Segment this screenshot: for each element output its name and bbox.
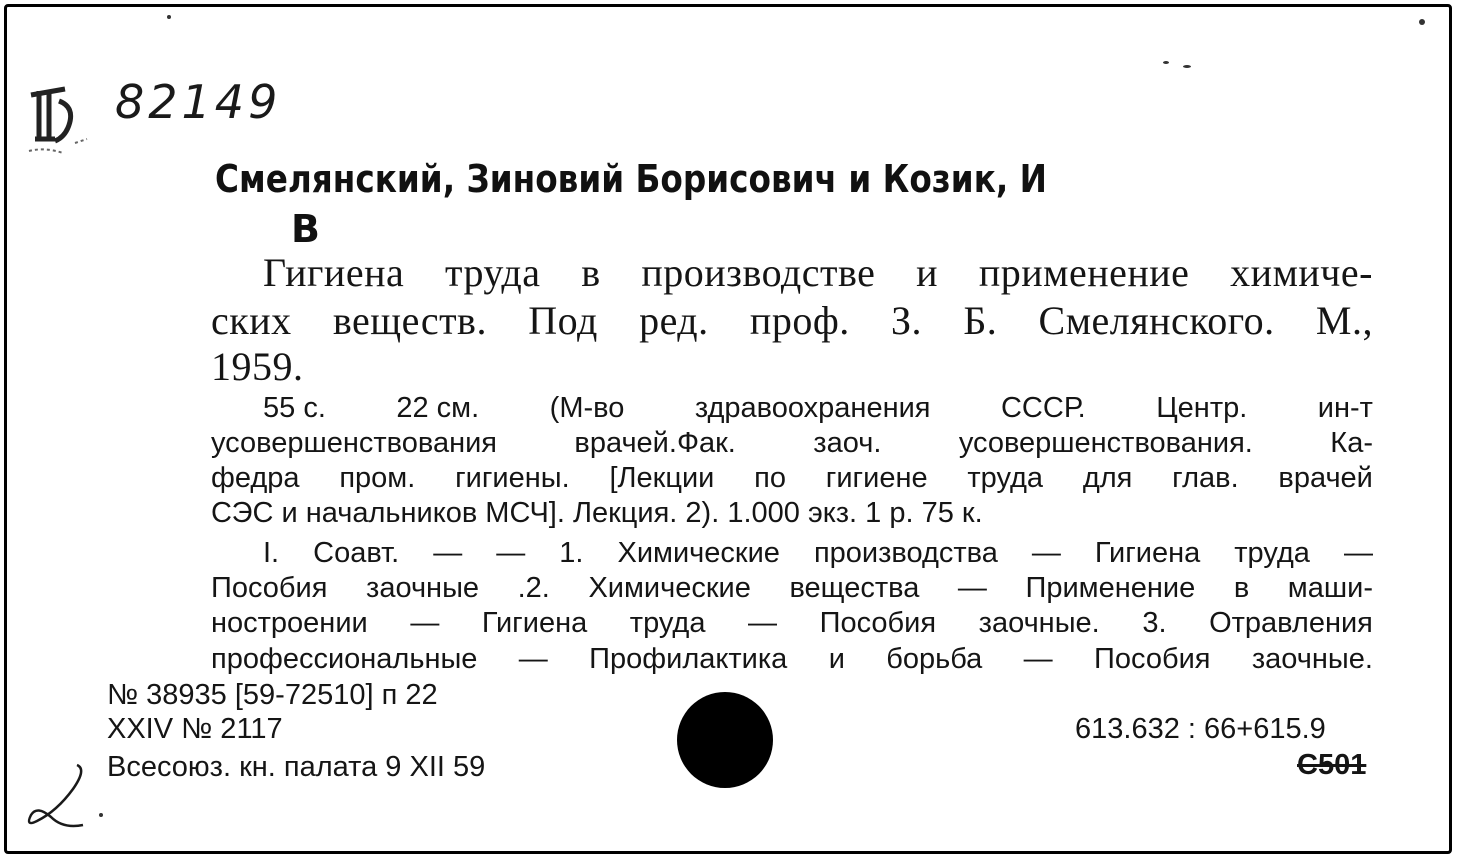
word: 55 с. <box>263 392 326 424</box>
word: — <box>518 643 548 675</box>
subject-line-3 <box>211 607 1373 640</box>
word: М., <box>1315 298 1373 343</box>
shelf-code: С501 <box>1297 749 1367 781</box>
word: производстве <box>641 250 876 295</box>
word: — <box>748 607 778 639</box>
word: Соавт. <box>313 537 400 569</box>
word: Пособия <box>819 607 937 639</box>
word: 1. <box>559 537 584 569</box>
card-number: № 38935 [59-72510] п 22 <box>107 679 438 711</box>
library-stamp-icon <box>25 81 97 161</box>
word: СССР. <box>1000 392 1086 424</box>
author-heading-continuation: В <box>291 207 320 251</box>
book-chamber-imprint: Всесоюз. кн. палата 9 XII 59 <box>107 751 486 783</box>
word: веществ. <box>332 298 487 343</box>
word: борьба <box>886 643 983 675</box>
handwritten-mark-icon <box>17 759 107 839</box>
word: Гигиена <box>481 607 588 639</box>
word: [Лекции <box>609 462 715 494</box>
word: — <box>1343 537 1373 569</box>
word: ностроении <box>211 607 368 639</box>
word: применение <box>978 250 1190 295</box>
word: труда <box>629 607 706 639</box>
word: химиче- <box>1230 250 1373 295</box>
registration-number: XXIV № 2117 <box>107 713 283 745</box>
word: ред. <box>639 298 709 343</box>
collation-line-2 <box>211 427 1373 460</box>
word: — <box>410 607 440 639</box>
word: профессиональные <box>211 643 478 675</box>
word: СЭС и начальников МСЧ]. Лекция. 2). 1.000 экз. 1 р. 75 к. <box>211 497 983 529</box>
word: по <box>754 462 786 494</box>
word: ских <box>211 298 292 343</box>
word: Центр. <box>1156 392 1248 424</box>
catalog-card <box>4 4 1452 854</box>
title-line-3 <box>211 343 1373 390</box>
subject-line-2 <box>211 572 1373 605</box>
word: 1959. <box>211 344 304 389</box>
subject-line-1 <box>263 537 1373 570</box>
word: Смелянского. <box>1038 298 1275 343</box>
word: маши- <box>1287 572 1373 604</box>
word: Химические <box>588 572 751 604</box>
word: Пособия <box>1094 643 1211 675</box>
word: Отравления <box>1209 607 1373 639</box>
word: заочные. <box>978 607 1100 639</box>
word: ин-т <box>1317 392 1373 424</box>
word: — <box>957 572 987 604</box>
title-line-1 <box>263 249 1373 296</box>
call-number: 82149 <box>115 75 282 129</box>
word: для <box>1082 462 1133 494</box>
word: врачей.Фак. <box>574 427 736 459</box>
udc-classification: 613.632 : 66+615.9 <box>1075 713 1326 745</box>
word: Пособия <box>211 572 328 604</box>
word: Гигиена <box>1094 537 1201 569</box>
word: усовершенствования <box>211 427 497 459</box>
word: З. <box>891 298 923 343</box>
word: труда <box>444 250 541 295</box>
word: 22 см. <box>396 392 480 424</box>
word: и <box>916 250 939 295</box>
word: Профилактика <box>589 643 788 675</box>
word: заочные <box>366 572 480 604</box>
speck <box>167 15 171 19</box>
word: заоч. <box>813 427 882 459</box>
word: в <box>581 250 601 295</box>
word: гигиене <box>825 462 928 494</box>
word: производства <box>813 537 998 569</box>
word: проф. <box>749 298 850 343</box>
title-line-2 <box>211 297 1373 344</box>
word: — <box>433 537 463 569</box>
word: .2. <box>517 572 550 604</box>
word: глав. <box>1172 462 1239 494</box>
word: Б. <box>963 298 998 343</box>
speck <box>1183 65 1191 68</box>
collation-line-1 <box>263 392 1373 425</box>
word: вещества <box>789 572 920 604</box>
word: Под <box>528 298 598 343</box>
word: гигиены. <box>455 462 570 494</box>
collation-line-3 <box>211 462 1373 495</box>
punch-hole <box>677 692 773 788</box>
word: I. <box>263 537 280 569</box>
word: федра <box>211 462 300 494</box>
word: заочные. <box>1251 643 1373 675</box>
word: и <box>828 643 845 675</box>
word: — <box>496 537 526 569</box>
word: — <box>1023 643 1053 675</box>
word: 3. <box>1142 607 1167 639</box>
word: — <box>1031 537 1061 569</box>
word: врачей <box>1278 462 1373 494</box>
speck <box>1419 19 1425 25</box>
word: труда <box>967 462 1044 494</box>
collation-line-4 <box>211 497 1373 530</box>
author-heading: Смелянский, Зиновий Борисович и Козик, И <box>215 157 1048 201</box>
word: в <box>1233 572 1250 604</box>
card-body <box>7 7 1449 851</box>
speck <box>1163 61 1169 64</box>
word: пром. <box>339 462 416 494</box>
word: труда <box>1234 537 1310 569</box>
word: здравоохранения <box>694 392 931 424</box>
word: усовершенствования. <box>958 427 1253 459</box>
word: Гигиена <box>263 250 405 295</box>
word: (М-во <box>549 392 625 424</box>
word: Химические <box>617 537 780 569</box>
subject-line-4 <box>211 643 1373 676</box>
word: Ка- <box>1330 427 1373 459</box>
word: Применение <box>1025 572 1196 604</box>
